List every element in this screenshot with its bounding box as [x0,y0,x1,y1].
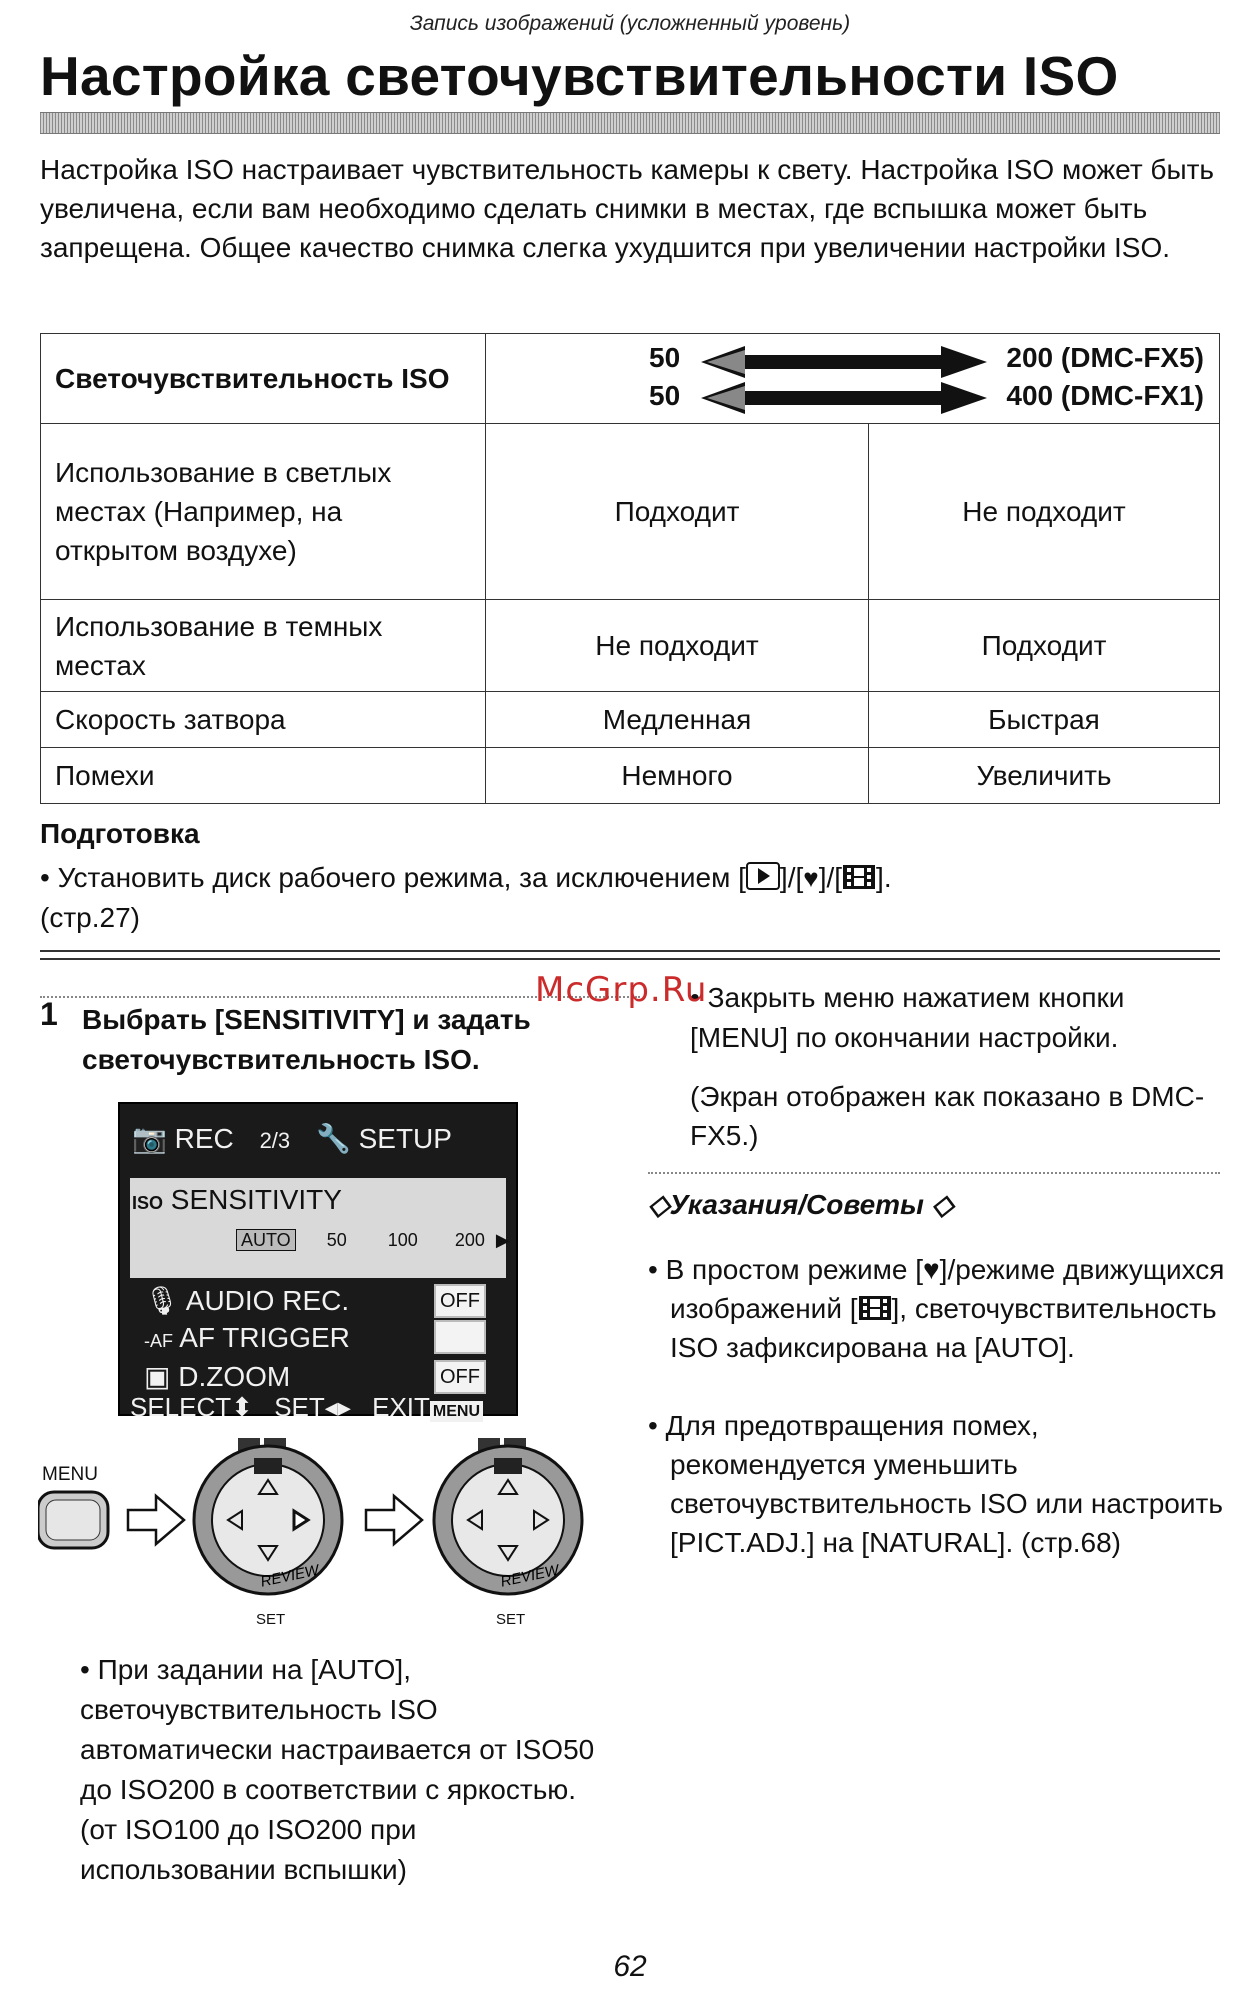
film-icon [858,1293,892,1324]
cursor-pad-icon [434,1438,582,1594]
page-number: 62 [613,1950,647,1983]
title-underline-band [40,112,1220,134]
dotted-divider [648,1172,1220,1174]
menu-item-label: AUDIO REC. [185,1285,350,1316]
menu-badge: MENU [430,1401,483,1422]
table-cell-low: Не подходит [486,600,869,692]
footer-exit: EXIT [372,1392,430,1422]
table-cell-high: Не подходит [869,424,1220,600]
arrow-right-icon [128,1496,184,1544]
close-menu-note: • Закрыть меню нажатием кнопки [MENU] по окончании настройки. [690,982,1125,1053]
menu-item-label: AF TRIGGER [179,1322,350,1353]
camera-icon: 📷 [132,1123,167,1154]
table-row-label: Использование в светлых местах (Например, на открытом воздухе) [41,424,486,600]
menu-button-label: MENU [42,1464,98,1485]
button-diagram [38,1430,618,1630]
auto-note: • При задании на [AUTO], светочувствительность ISO автоматически настраивается от ISO50 до ISO200 в соответствии с яркостью. (от ISO100 до ISO200 при использовании вспышки) [80,1654,595,1885]
heart-icon: ♥ [923,1254,940,1285]
watermark: McGrp.Ru [535,970,708,1010]
prep-text [40,858,1220,937]
tab-setup: SETUP [358,1123,452,1154]
table-cell-high: Увеличить [869,748,1220,804]
shutter-button-icon [434,1320,486,1354]
iso-option: 100 [387,1230,418,1250]
footer-select: SELECT [130,1392,232,1422]
svg-text:REVIEW: REVIEW [499,1561,561,1591]
step-text: Выбрать [SENSITIVITY] и задать светочувствительность ISO. [82,1004,531,1075]
iso-low-fx1: 50 [649,379,681,411]
up-down-icon: ⬍ [231,1392,253,1422]
camera-menu-screen [118,1102,518,1422]
set-label: SET [496,1611,526,1628]
tip1-a: • В простом режиме [ [648,1254,924,1285]
iso-option-auto: AUTO [236,1229,296,1251]
table-row-label: Помехи [41,748,486,804]
section-title: Запись изображений (усложненный уровень) [409,12,851,35]
iso-option: 50 [326,1230,347,1250]
zoom-icon: ▣ [144,1361,171,1392]
menu-button-icon [38,1492,108,1548]
menu-tabs [132,1122,452,1155]
iso-options [236,1230,510,1251]
footer-set: SET [274,1392,325,1422]
tip-item: • Для предотвращения помех, рекомендуется уменьшить светочувствительность ISO или настроить [PICT.ADJ.] на [NATURAL]. (стр.68) [648,1410,1223,1558]
menu-item-label: D.ZOOM [178,1361,291,1392]
menu-item-label: SENSITIVITY [170,1184,342,1215]
playback-mode-icon [746,862,780,890]
heart-icon: ♥ [803,863,819,893]
setup-icon: 🔧 [315,1123,351,1154]
table-cell-high: Быстрая [869,692,1220,748]
prep-ref: (стр.27) [40,902,140,933]
film-icon [842,862,876,893]
dzoom-value: OFF [434,1360,486,1394]
menu-item-audio [144,1284,349,1317]
iso-high-fx5: 200 (DMC-FX5) [1006,341,1204,373]
iso-comparison-table [40,333,1220,804]
intro-paragraph: Настройка ISO настраивает чувствительность камеры к свету. Настройка ISO может быть увеличена, если вам необходимо сделать снимки в местах, где вспышка может быть запрещена. Общее качество снимка слегка ухудшится при увеличении настройки ISO. [40,154,1215,263]
double-arrow-icon [699,344,989,416]
step-number: 1 [40,996,58,1032]
table-header-label: Светочувствительность ISO [41,334,486,424]
microphone-icon: 🎙 [144,1285,180,1316]
table-cell-low: Медленная [486,692,869,748]
arrow-right-icon: ▶ [495,1230,510,1250]
svg-text:REVIEW: REVIEW [259,1561,321,1591]
tip1-b: ]/режиме движущихся изображений [ [670,1254,1225,1324]
table-cell-low: Подходит [486,424,869,600]
menu-item-sensitivity [132,1184,342,1216]
prep-heading: Подготовка [40,818,200,849]
set-label: SET [256,1611,286,1628]
tip1-c: ], светочувствительность ISO зафиксирована на [AUTO]. [670,1293,1217,1363]
iso-icon: ISO [132,1193,164,1213]
prep-text-before: • Установить диск рабочего режима, за исключением [ [40,862,746,893]
section-divider [40,950,1220,960]
prep-sep: ]/[ [818,862,843,893]
menu-item-af [144,1322,350,1354]
tips-heading: ◇Указания/Советы ◇ [648,1189,954,1220]
table-row-label: Скорость затвора [41,692,486,748]
page-title: Настройка светочувствительности ISO [40,45,1119,107]
iso-low-fx5: 50 [649,341,681,373]
menu-footer [130,1392,483,1423]
table-cell-high: Подходит [869,600,1220,692]
table-row-label: Использование в темных местах [41,600,486,692]
screen-note: (Экран отображен как показано в DMC-FX5.) [690,1081,1205,1151]
menu-page: 2/3 [259,1128,291,1153]
left-right-icon: ◂▸ [324,1392,351,1422]
prep-text-after: ]. [876,862,892,893]
menu-item-dzoom [144,1360,290,1393]
cursor-pad-icon [194,1438,342,1594]
arrow-right-icon [366,1496,422,1544]
table-header-range [486,334,1220,424]
iso-option: 200 [454,1230,485,1250]
af-icon: -AF [144,1331,173,1351]
iso-high-fx1: 400 (DMC-FX1) [1006,379,1204,411]
tab-rec: REC [174,1123,234,1154]
prep-sep: ]/[ [779,862,804,893]
audio-value: OFF [434,1284,486,1318]
table-cell-low: Немного [486,748,869,804]
tip-item [648,1250,1242,1367]
